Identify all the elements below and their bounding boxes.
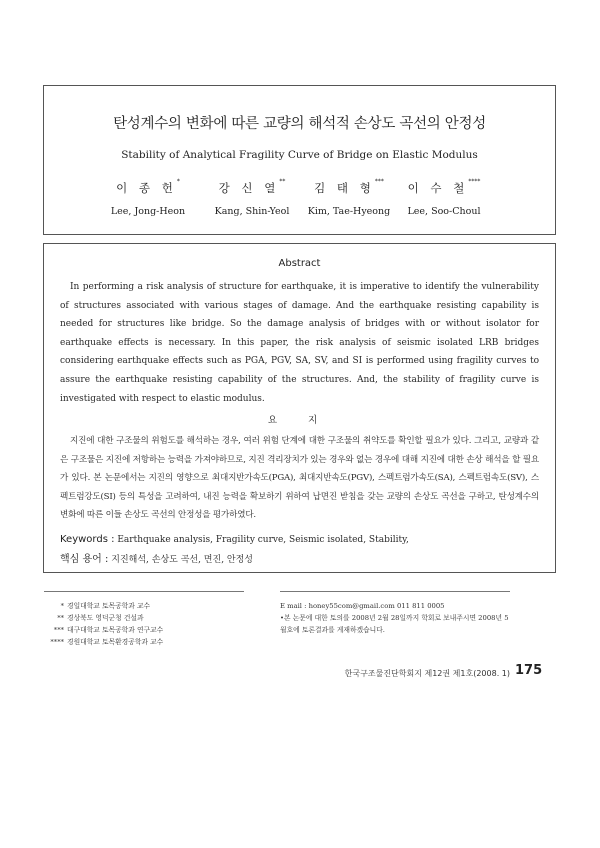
keywords-values-korean: 지진해석, 손상도 곡선, 면진, 안정성 (111, 555, 253, 565)
summary-text: 지진에 대한 구조물의 위험도를 해석하는 경우, 여러 위험 단계에 대한 구조물의 취약도를 확인할 필요가 있다. 그리고, 교량과 같은 구조물은 지진에 저항하는 능력을 가져야하므로, 지진 격리장치가 있는 경우와 없는 경우에 대해 지진에 대한 손상 해석을 할 필요가 있다. 본 논문에서는 지진의 영향으로 최대지반가속도(PGA), 최대지반속도(PGV), 스펙트럼가속도(SA), 스펙트럼속도(SV), 스펙트럼강도(SI) 등의 특성을 고려하여, 내진 능력을 확보하기 위하여 납면진 받침을 갖는 교량의 손상도 곡선을 구하고, 탄성계수의 변화에 따른 이들 손상도 곡선의 안정성을 평가하였다. (60, 436, 539, 521)
author-mark: *** (374, 178, 384, 185)
footnote-divider-left (44, 591, 244, 592)
abstract-text: In performing a risk analysis of structure for earthquake, it is imperative to identify the vulnerability of structures associated with various stages of damage. And the earthquake resisting capability is needed for structures like bridge. So the damage analysis of bridges with or without isolator for earthquake effects is necessary. In this paper, the risk analysis of seismic isolated LRB bridges considering earthquake effects such as PGA, PGV, SA, SV, and SI is performed using fragility curves to assure the earthquake resisting capability of the structures. And, the stability of fragility curve is investigated with respect to elastic modulus. (60, 282, 539, 404)
keywords-values: Earthquake analysis, Fragility curve, Seismic isolated, Stability, (117, 535, 409, 545)
keywords-english (60, 534, 539, 545)
paper-title-korean: 탄성계수의 변화에 따른 교량의 해석적 손상도 곡선의 안정성 (113, 116, 486, 132)
author-name-korean: 김 태 형 (314, 181, 375, 195)
author-name-english: Kang, Shin-Yeol (214, 206, 290, 217)
footnote-item: *** 대구대학교 토목공학과 연구교수 (53, 626, 164, 634)
summary-heading: 요 지 (267, 415, 332, 426)
journal-footer: 한국구조물진단학회지 제12권 제1호(2008. 1) (344, 669, 510, 678)
author-name-korean: 강 신 열 (218, 181, 280, 195)
author-1 (88, 180, 208, 217)
footnote-item: **** 경원대학교 토목환경공학과 교수 (50, 638, 164, 646)
author-name-korean: 이 종 헌 (116, 181, 177, 195)
author-mark: * (176, 178, 180, 185)
discussion-note: •본 논문에 대한 토의를 2008년 2월 28일까지 학회로 보내주시면 2008년 5월호에 토론결과를 게재하겠습니다. (280, 614, 509, 634)
footnote-divider-right (280, 591, 510, 592)
author-name-english: Kim, Tae-Hyeong (307, 206, 391, 217)
title-box (43, 85, 556, 235)
keywords-korean (60, 550, 539, 565)
abstract-heading: Abstract (278, 258, 321, 269)
author-mark: **** (468, 178, 481, 185)
footnotes-contact (280, 600, 510, 636)
author-name-korean: 이 수 철 (407, 181, 469, 195)
footnote-item: * 경일대학교 토목공학과 교수 (60, 602, 151, 610)
author-mark: ** (279, 178, 286, 185)
author-name-english: Lee, Jong-Heon (110, 206, 186, 217)
paper-title-english: Stability of Analytical Fragility Curve of Bridge on Elastic Modulus (121, 149, 478, 161)
contact-email: E mail : honey55com@gmail.com 011 811 0005 (280, 602, 445, 610)
keywords-label-korean: 핵심 용어 : (60, 554, 109, 565)
abstract-box (43, 243, 556, 573)
author-name-english: Lee, Soo-Choul (407, 206, 481, 217)
author-4 (384, 180, 504, 217)
footnote-item: ** 경상북도 영덕군청 건설과 (57, 614, 144, 622)
page-number: 175 (515, 663, 543, 678)
keywords-label: Keywords : (60, 534, 115, 545)
footnotes-affiliations (40, 600, 163, 648)
